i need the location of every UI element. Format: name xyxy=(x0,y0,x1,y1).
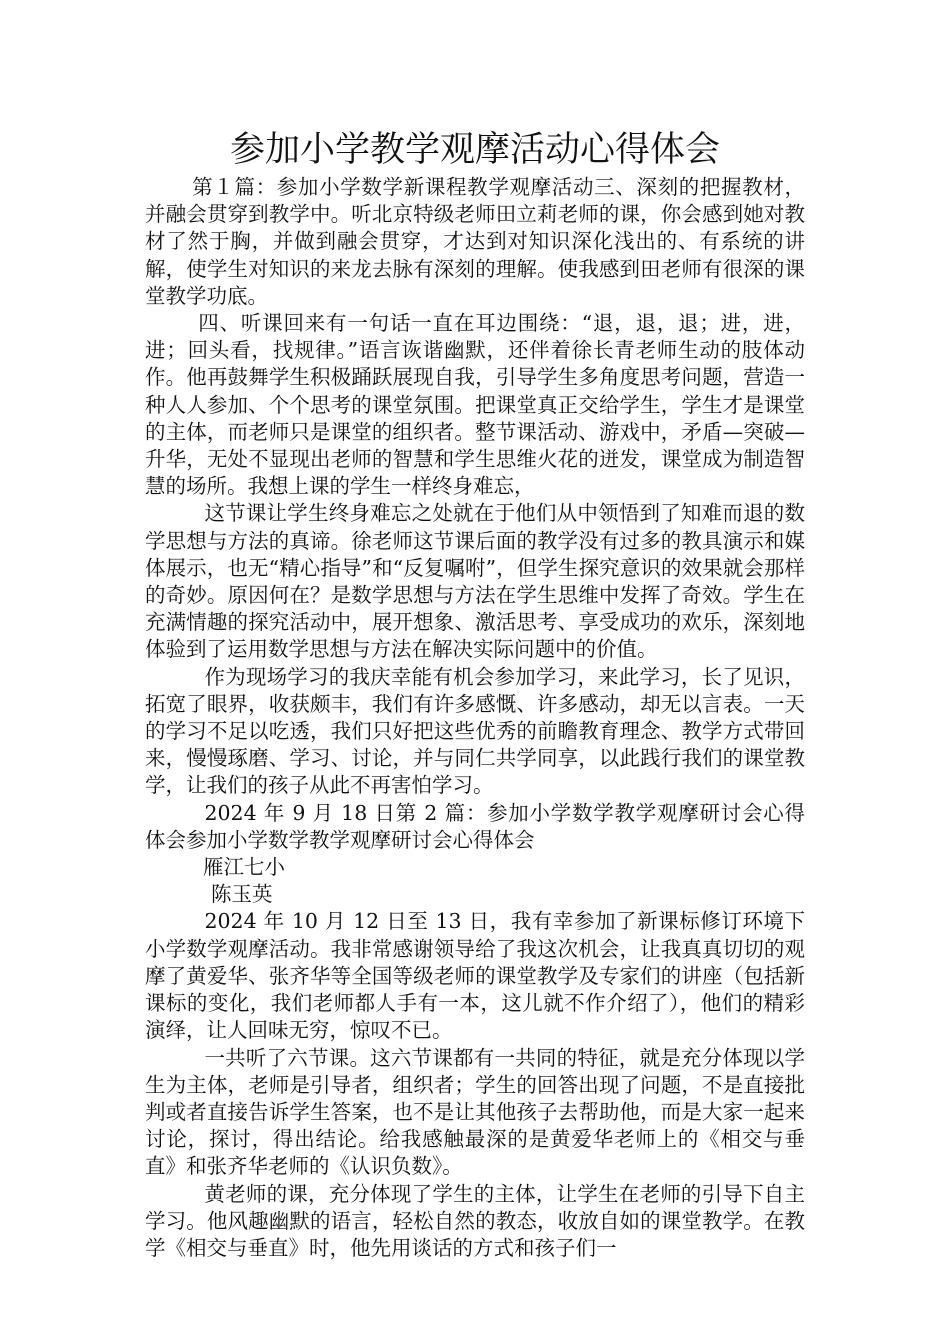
document-title: 参加小学教学观摩活动心得体会 xyxy=(229,130,720,170)
paragraph-2: 四、听课回来有一句话一直在耳边围绕：“退，退，退；进，进，进；回头看，找规律。”语言诙谐幽默，还伴着徐长青老师生动的肢体动作。他再鼓舞学生积极踊跃展现自我，引导学生多角度思考问题，营造一种人人参加、个个思考的课堂氛围。把课堂真正交给学生，学生才是课堂的主体，而老师只是课堂的组织者。整节课活动、游戏中，矛盾—突破—升华，无处不显现出老师的智慧和学生思维火花的迸发，课堂成为制造智慧的场所。我想上课的学生一样终身难忘， xyxy=(145,311,805,499)
author-school: 雁江七小 xyxy=(203,855,285,880)
paragraph-1: 第１篇：参加小学数学新课程教学观摩活动三、深刻的把握教材，并融会贯穿到教学中。听北京特级老师田立莉老师的课，你会感到她对教材了然于胸，并做到融会贯穿，才达到对知识深化浅出的、有系统的讲解，使学生对知识的来龙去脉有深刻的理解。使我感到田老师有很深的课堂教学功底。 xyxy=(145,175,805,308)
paragraph-7: 一共听了六节课。这六节课都有一共同的特征，就是充分体现以学生为主体，老师是引导者，组织者；学生的回答出现了问题，不是直接批判或者直接告诉学生答案，也不是让其他孩子去帮助他，而是大家一起来讨论，探讨，得出结论。给我感触最深的是黄爱华老师上的《相交与垂直》和张齐华老师的《认识负数》。 xyxy=(145,1045,805,1179)
paragraph-8: 黄老师的课，充分体现了学生的主体，让学生在老师的引导下自主学习。他风趣幽默的语言，轻松自然的教态，收放自如的课堂教学。在教学《相交与垂直》时，他先用谈话的方式和孩子们一 xyxy=(145,1181,805,1260)
paragraph-4: 作为现场学习的我庆幸能有机会参加学习，来此学习，长了见识，拓宽了眼界，收获颇丰，我们有许多感慨、许多感动，却无以言表。一天的学习不足以吃透，我们只好把这些优秀的前瞻教育理念、教学方式带回来，慢慢琢磨、学习、讨论，并与同仁共学同享，以此践行我们的课堂教学，让我们的孩子从此不再害怕学习。 xyxy=(145,664,805,798)
paragraph-6: 2024 年 10 月 12 日至 13 日，我有幸参加了新课标修订环境下小学数学观摩活动。我非常感谢领导给了我这次机会，让我真真切切的观摩了黄爱华、张齐华等全国等级老师的课堂教学及专家们的讲座（包括新课标的变化，我们老师都人手有一本，这儿就不作介绍了），他们的精彩演绎，让人回味无穷，惊叹不已。 xyxy=(145,909,805,1043)
paragraph-3: 这节课让学生终身难忘之处就在于他们从中领悟到了知难而退的数学思想与方法的真谛。徐老师这节课后面的教学没有过多的教具演示和媒体展示，也无“精心指导”和“反复嘱咐”，但学生探究意识的效果就会那样的奇妙。原因何在？是数学思想与方法在学生思维中发挥了奇效。学生在充满情趣的探究活动中，展开想象、激活思考、享受成功的欢乐，深刻地体验到了运用数学思想与方法在解决实际问题中的价值。 xyxy=(145,501,805,662)
paragraph-5: 2024 年 9 月 18 日第 2 篇：参加小学数学教学观摩研讨会心得体会参加小学数学教学观摩研讨会心得体会 xyxy=(145,800,805,852)
author-name: 陈玉英 xyxy=(211,882,273,907)
document-page xyxy=(145,128,805,1262)
